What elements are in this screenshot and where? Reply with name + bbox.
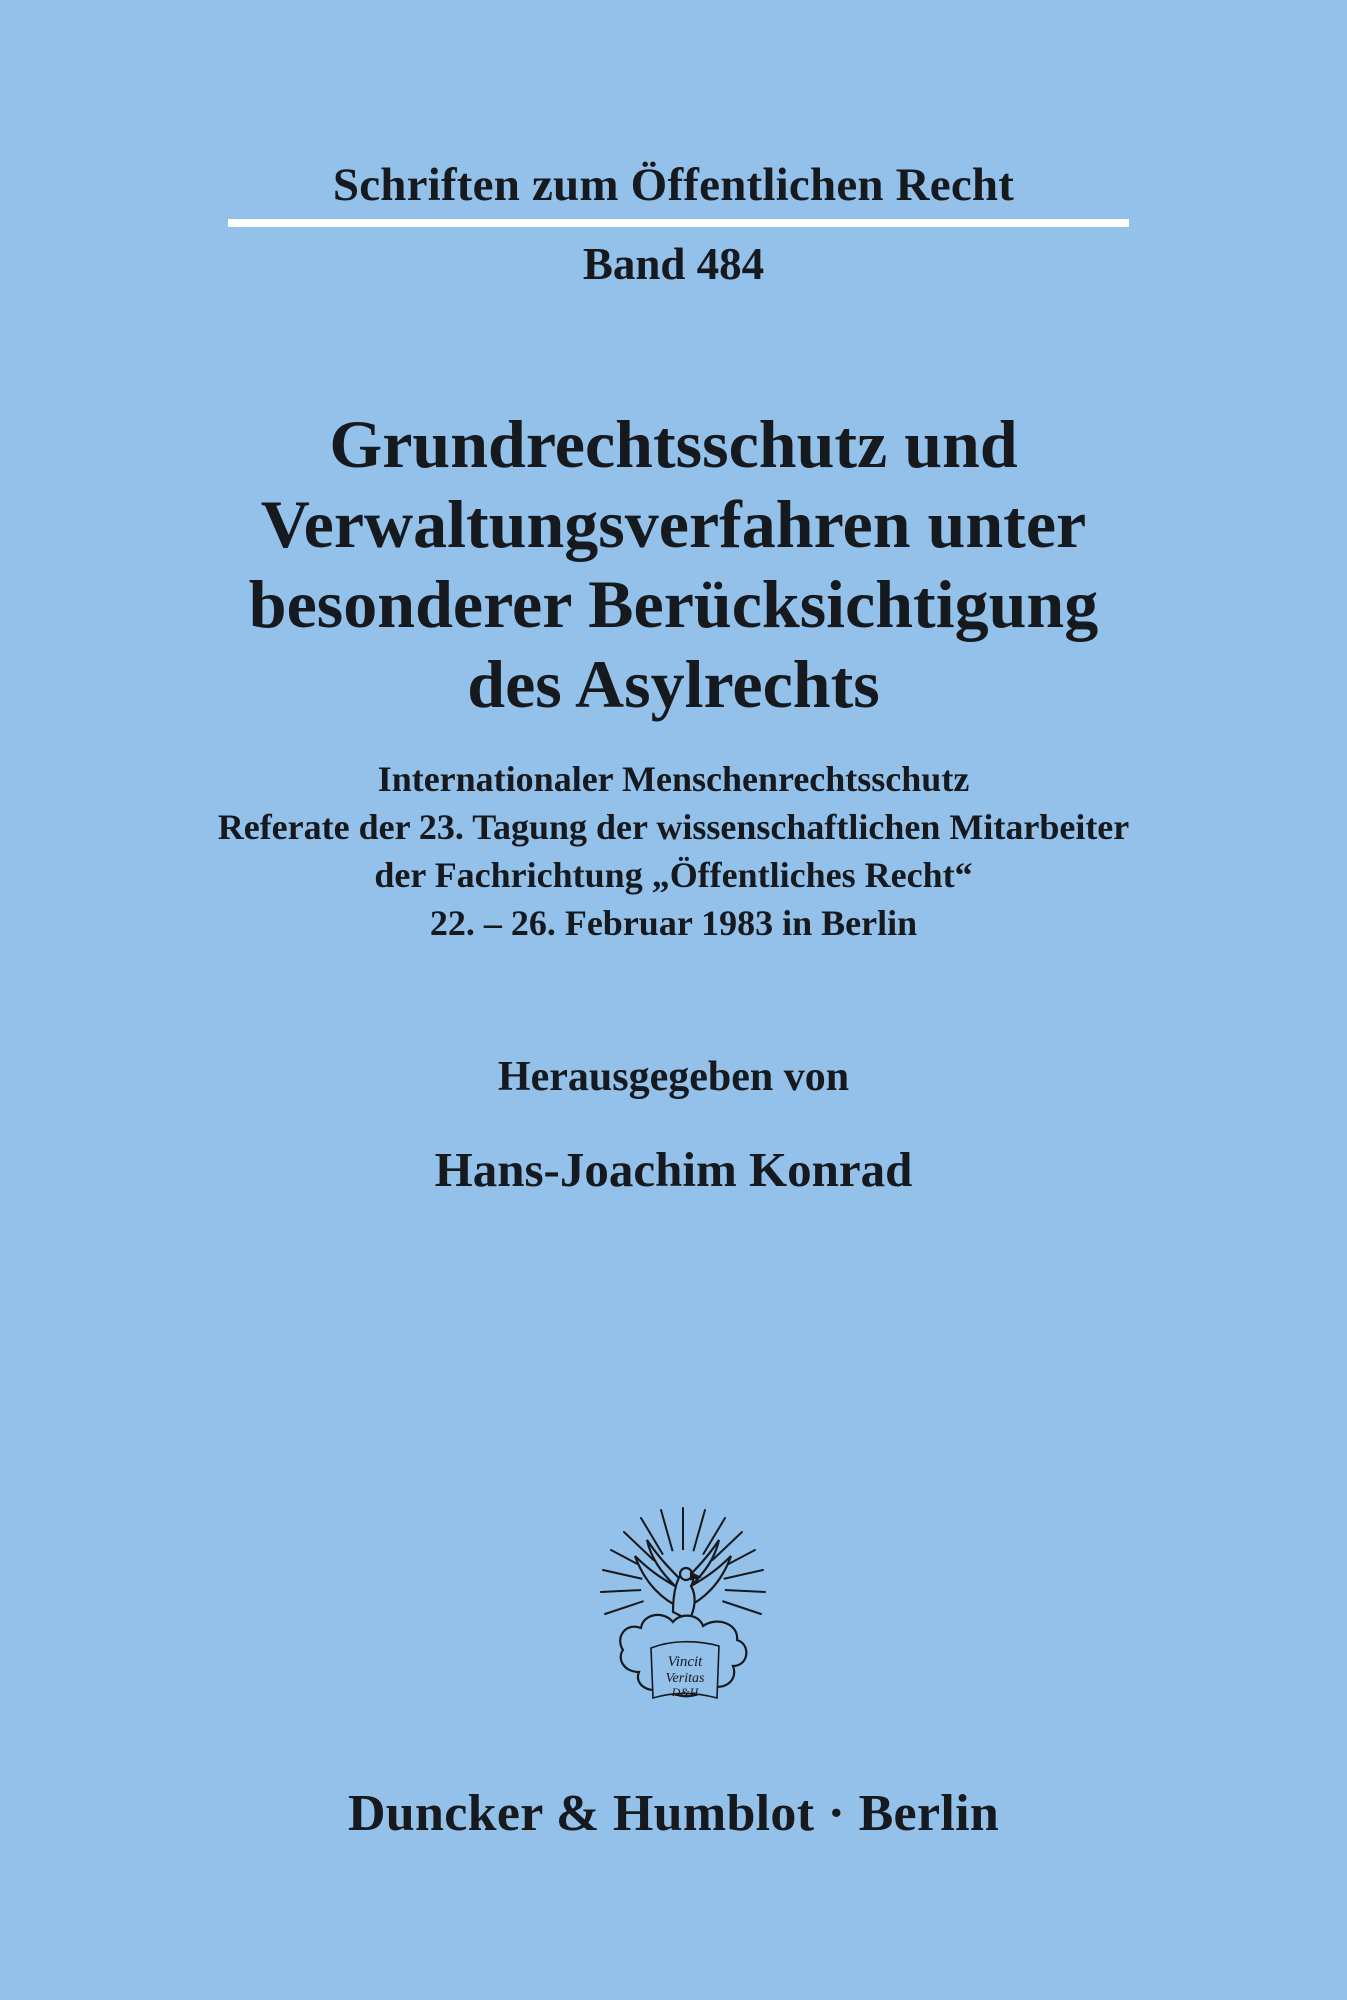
title-line: Verwaltungsverfahren unter [260,486,1087,562]
title-line: Grundrechtsschutz und [329,406,1018,482]
subtitle-line: 22. – 26. Februar 1983 in Berlin [429,903,918,943]
main-title [0,404,1347,724]
editor-label: Herausgegeben von [497,1054,850,1100]
motto-line-1: Vincit [667,1654,703,1670]
subtitle-line: Internationaler Menschenrechtsschutz [377,759,970,799]
eagle-emblem-icon [593,1500,773,1715]
series-divider [228,219,1129,227]
subtitle-line: Referate der 23. Tagung der wissenschaftlichen Mitarbeiter [217,807,1130,847]
series-title: Schriften zum Öffentlichen Recht [332,159,1015,211]
title-line: des Asylrechts [467,646,880,722]
publisher-emblem [593,1500,773,1715]
volume-number: Band 484 [582,239,765,289]
publisher-initials: D&H [671,1685,699,1699]
subtitle [0,755,1347,947]
motto-line-2: Veritas [665,1671,705,1686]
subtitle-line: der Fachrichtung „Öffentliches Recht“ [374,855,973,895]
title-line: besonderer Berücksichtigung [248,566,1099,642]
publisher-imprint: Duncker & Humblot · Berlin [347,1785,1000,1842]
editor-name: Hans-Joachim Konrad [434,1142,913,1197]
